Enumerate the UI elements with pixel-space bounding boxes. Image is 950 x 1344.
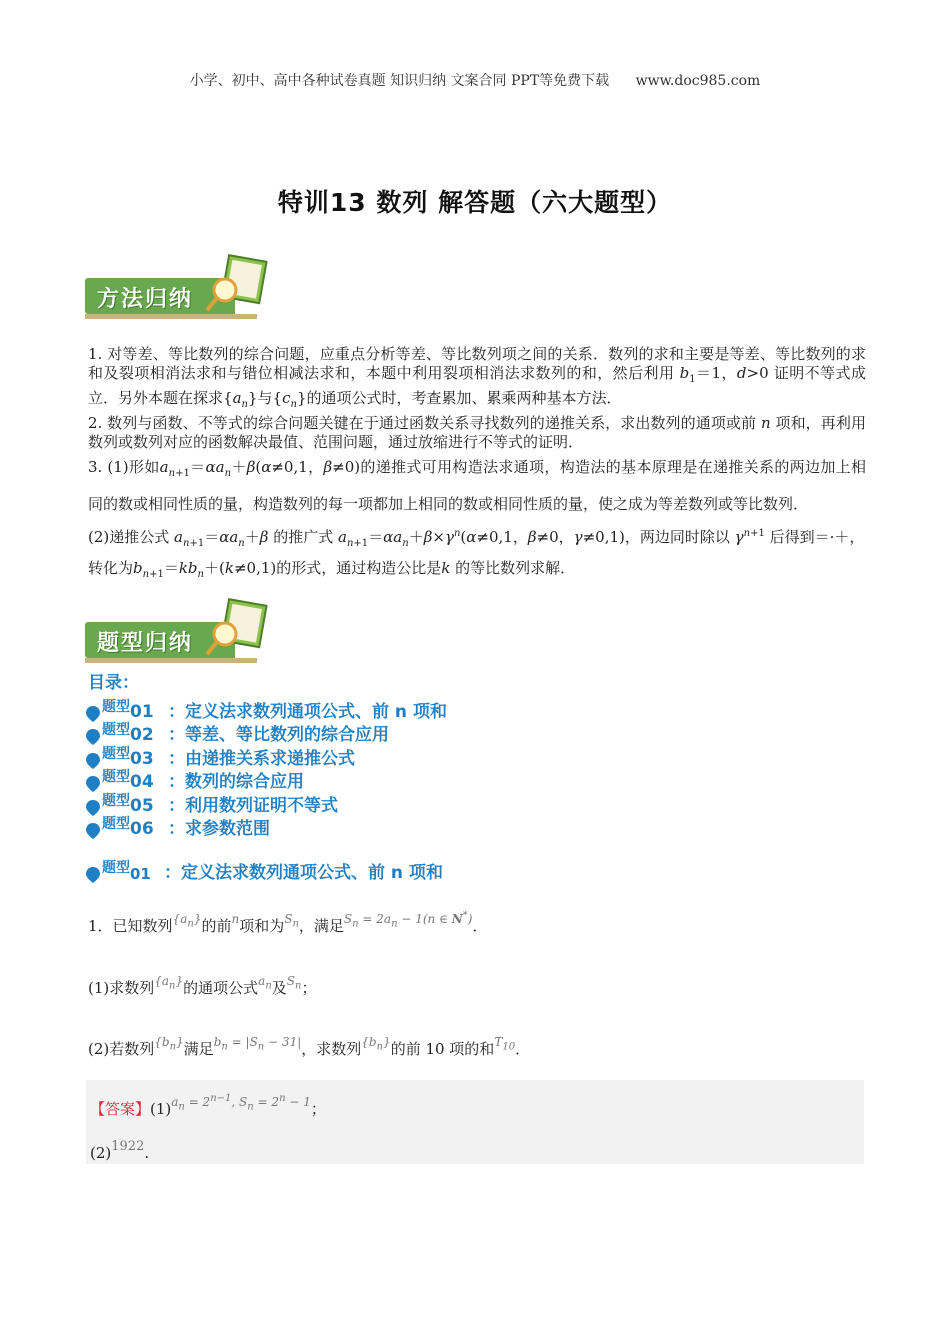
book-magnifier-icon [203,594,283,664]
method-banner [85,272,285,332]
type-banner [85,616,285,676]
pin-icon [86,823,100,839]
page-header [0,70,950,90]
toc-item-05[interactable]: 题型 05 ：利用数列证明不等式 [86,792,447,816]
toc-label: 目录： [88,673,139,693]
toc-list [86,698,447,839]
method-content: 1. 对等差、等比数列的综合问题，应重点分析等差、等比数列项之间的关系．数列的求和主要是等差、等比数列的求和及裂项相消法求和与错位相减法求和，本题中利用裂项相消法求数列的和，然后利用 $b_1=1$，d>0 证明不等式成立．另外本题在探求$\{a_n\}$与$\{c_n\}$的通项公式时，考查累加、累乘两种基本方法． 2. 数列与函数、不等式的综合问题关键在于通过函数关系寻找数列的递推关系，求出数列的通项或前 n 项和，再利用数列或数列对应的函数解决最值、范围问题，通过放缩进行不等式的证明． 3. (1)形如$a_{n+1}=\alpha a_n+\beta(\alpha\ne 0,1$，β≠0)的递推式可用构造法求通项，构造法的基本原理是在递推关系的两边加上相同的数或相同性质的量，构造数列的每一项都加上相同的数或相同性质的量，使之成为等差数列或等比数列． (2)递推公式 $a_{n+1}=\alpha a_n+\beta$ 的推广式 $a_{n+1}=\alpha a_n+\beta\times\gamma^n(\alpha\ne 0,1$，β≠0，γ≠0,1)，两边同时除以 $\gamma^{n+1}$ 后得到＝·＋， 转化为$b_{n+1}=kb_n+(k\ne 0,1)$的形式，通过构造公比是k 的等比数列求解． [88,345,866,580]
pin-icon [86,800,100,816]
section-heading-01: 题型 01 ：定义法求数列通项公式、前 n 项和 [86,858,443,883]
question-part-1: (1)求数列$^{\{a_n\}}$的通项公式$^{a_n}$及$^{S_n}$； [88,974,317,997]
toc-item-04[interactable]: 题型 04 ：数列的综合应用 [86,769,447,793]
pin-icon [86,729,100,745]
toc-item-06[interactable]: 题型 06 ：求参数范围 [86,816,447,840]
question-stem: 1．已知数列$^{\{a_n\}}$的前$^n$项和为$^{S_n}$，满足$^{S_n = 2a_n - 1(n \in N^*)}$． [88,910,488,935]
toc-item-01[interactable]: 题型 01 ：定义法求数列通项公式、前 n 项和 [86,698,447,722]
type-banner-label: 题型归纳 [97,631,194,656]
toc-item-02[interactable]: 题型 02 ：等差、等比数列的综合应用 [86,722,447,746]
page-title: 特训13 数列 解答题（六大题型） [277,188,673,217]
answer-box [86,1080,864,1164]
pin-icon [86,867,100,883]
answer-tag: 【答案】 [90,1100,151,1118]
pin-icon [86,706,100,722]
header-text: 小学、初中、高中各种试卷真题 知识归纳 文案合同 PPT等免费下载 [189,73,610,89]
header-url[interactable]: www.doc985.com [635,73,761,89]
pin-icon [86,776,100,792]
pin-icon [86,753,100,769]
question-part-2: (2)若数列$^{\{b_n\}}$满足$^{b_n = |S_n - 31|}$，求数列$^{\{b_n\}}$的前 10 项的和$^{T_{10}}$． [88,1035,531,1058]
answer-part-2: (2)1922. [90,1139,150,1162]
answer-part-1: 【答案】$(1)^{a_n = 2^{n-1}, S_n = 2^n - 1}$； [90,1093,326,1118]
method-banner-label: 方法归纳 [97,287,194,312]
toc-item-03[interactable]: 题型 03 ：由递推关系求递推公式 [86,745,447,769]
book-magnifier-icon [203,250,283,320]
